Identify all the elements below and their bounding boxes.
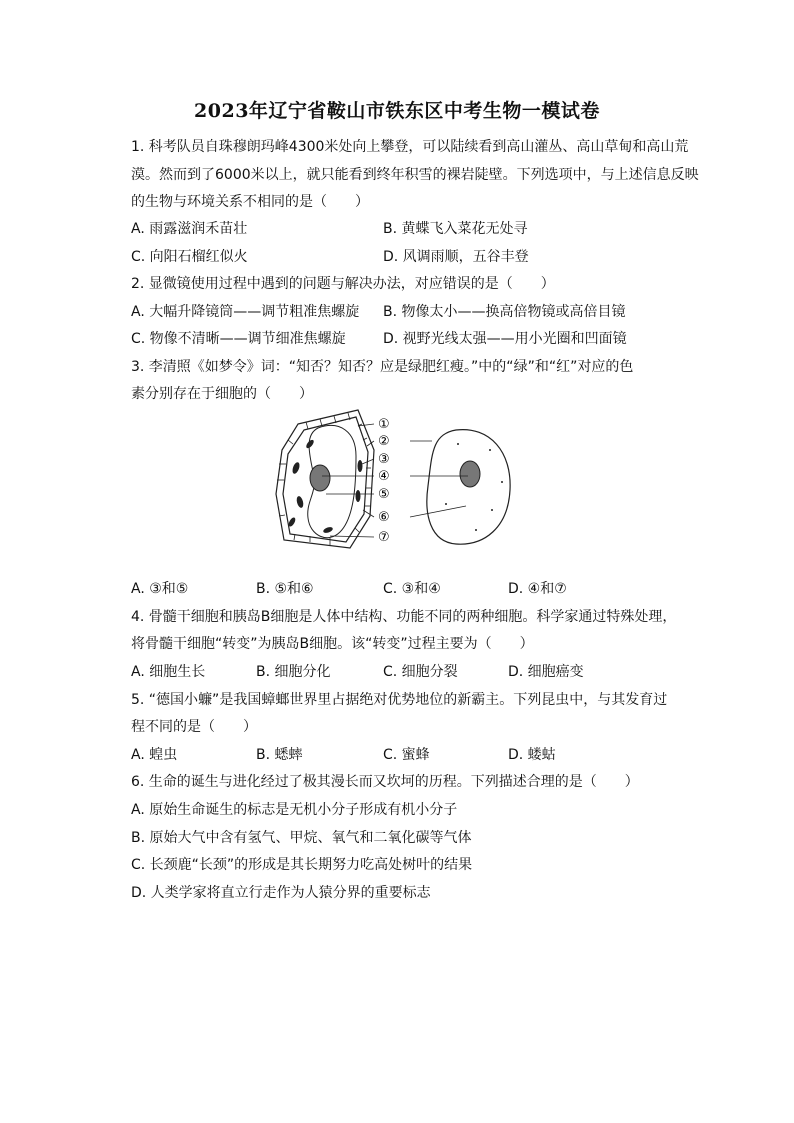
q5-option-c: C. 蜜蜂 bbox=[383, 747, 430, 763]
q5-option-d: D. 蝼蛄 bbox=[508, 747, 556, 763]
q1-option-b: B. 黄蝶飞入菜花无处寻 bbox=[383, 221, 528, 237]
figure-label-1: ① bbox=[378, 417, 390, 432]
q4-line-2: 将骨髓干细胞“转变”为胰岛B细胞。该“转变”过程主要为（ ） bbox=[131, 636, 534, 652]
figure-label-4: ④ bbox=[378, 469, 390, 484]
q6-option-d: D. 人类学家将直立行走作为人猿分界的重要标志 bbox=[131, 885, 431, 901]
animal-cytoplasm-dots bbox=[445, 443, 503, 531]
q2-option-b: B. 物像太小——换高倍物镜或高倍目镜 bbox=[383, 304, 626, 320]
q3-option-d: D. ④和⑦ bbox=[508, 581, 567, 597]
q4-option-b: B. 细胞分化 bbox=[256, 664, 331, 680]
q6-option-b: B. 原始大气中含有氢气、甲烷、氧气和二氧化碳等气体 bbox=[131, 830, 472, 846]
q5-line-2: 程不同的是（ ） bbox=[131, 719, 257, 735]
q3-line-2: 素分别存在于细胞的（ ） bbox=[131, 386, 313, 402]
q1-option-d: D. 风调雨顺，五谷丰登 bbox=[383, 249, 529, 265]
q5-option-b: B. 蟋蟀 bbox=[256, 747, 303, 763]
q6-option-c: C. 长颈鹿“长颈”的形成是其长期努力吃高处树叶的结果 bbox=[131, 857, 473, 873]
figure-label-7: ⑦ bbox=[378, 530, 390, 545]
q4-line-1: 4. 骨髓干细胞和胰岛B细胞是人体中结构、功能不同的两种细胞。科学家通过特殊处理， bbox=[131, 609, 677, 625]
q3-line-1: 3. 李清照《如梦令》词：“知否？知否？应是绿肥红瘦。”中的“绿”和“红”对应的色 bbox=[131, 359, 634, 375]
q6-line-1: 6. 生命的诞生与进化经过了极其漫长而又坎坷的历程。下列描述合理的是（ ） bbox=[131, 774, 639, 790]
q1-option-a: A. 雨露滋润禾苗壮 bbox=[131, 221, 248, 237]
figure-label-2: ② bbox=[378, 434, 390, 449]
q2-option-a: A. 大幅升降镜筒——调节粗准焦螺旋 bbox=[131, 304, 360, 320]
q3-option-a: A. ③和⑤ bbox=[131, 581, 189, 597]
exam-title: 2023年辽宁省鞍山市铁东区中考生物一模试卷 bbox=[194, 100, 600, 122]
q1-option-c: C. 向阳石榴红似火 bbox=[131, 249, 248, 265]
q3-option-b: B. ⑤和⑥ bbox=[256, 581, 314, 597]
q1-line-2: 漠。然而到了6000米以上，就只能看到终年积雪的裸岩陡壁。下列选项中，与上述信息反映 bbox=[131, 167, 699, 183]
q1-line-1: 1. 科考队员自珠穆朗玛峰4300米处向上攀登，可以陆续看到高山灌丛、高山草甸和高山荒 bbox=[131, 139, 689, 155]
q4-option-d: D. 细胞癌变 bbox=[508, 664, 584, 680]
q5-line-1: 5. “德国小蠊”是我国蟑螂世界里占据绝对优势地位的新霸主。下列昆虫中，与其发育过 bbox=[131, 692, 668, 708]
q4-option-c: C. 细胞分裂 bbox=[383, 664, 458, 680]
q2-line-1: 2. 显微镜使用过程中遇到的问题与解决办法，对应错误的是（ ） bbox=[131, 276, 555, 292]
q2-option-c: C. 物像不清晰——调节细准焦螺旋 bbox=[131, 331, 346, 347]
figure-label-3: ③ bbox=[378, 452, 390, 467]
q1-line-3: 的生物与环境关系不相同的是（ ） bbox=[131, 194, 369, 210]
q4-option-a: A. 细胞生长 bbox=[131, 664, 206, 680]
q6-option-a: A. 原始生命诞生的标志是无机小分子形成有机小分子 bbox=[131, 802, 458, 818]
cell-diagram bbox=[270, 406, 530, 556]
leader-lines bbox=[322, 424, 468, 537]
q3-option-c: C. ③和④ bbox=[383, 581, 441, 597]
animal-nucleus bbox=[460, 461, 480, 487]
q2-option-d: D. 视野光线太强——用小光圈和凹面镜 bbox=[383, 331, 627, 347]
figure-label-5: ⑤ bbox=[378, 487, 390, 502]
plant-nucleus bbox=[310, 465, 330, 491]
q5-option-a: A. 蝗虫 bbox=[131, 747, 178, 763]
figure-label-6: ⑥ bbox=[378, 510, 390, 525]
